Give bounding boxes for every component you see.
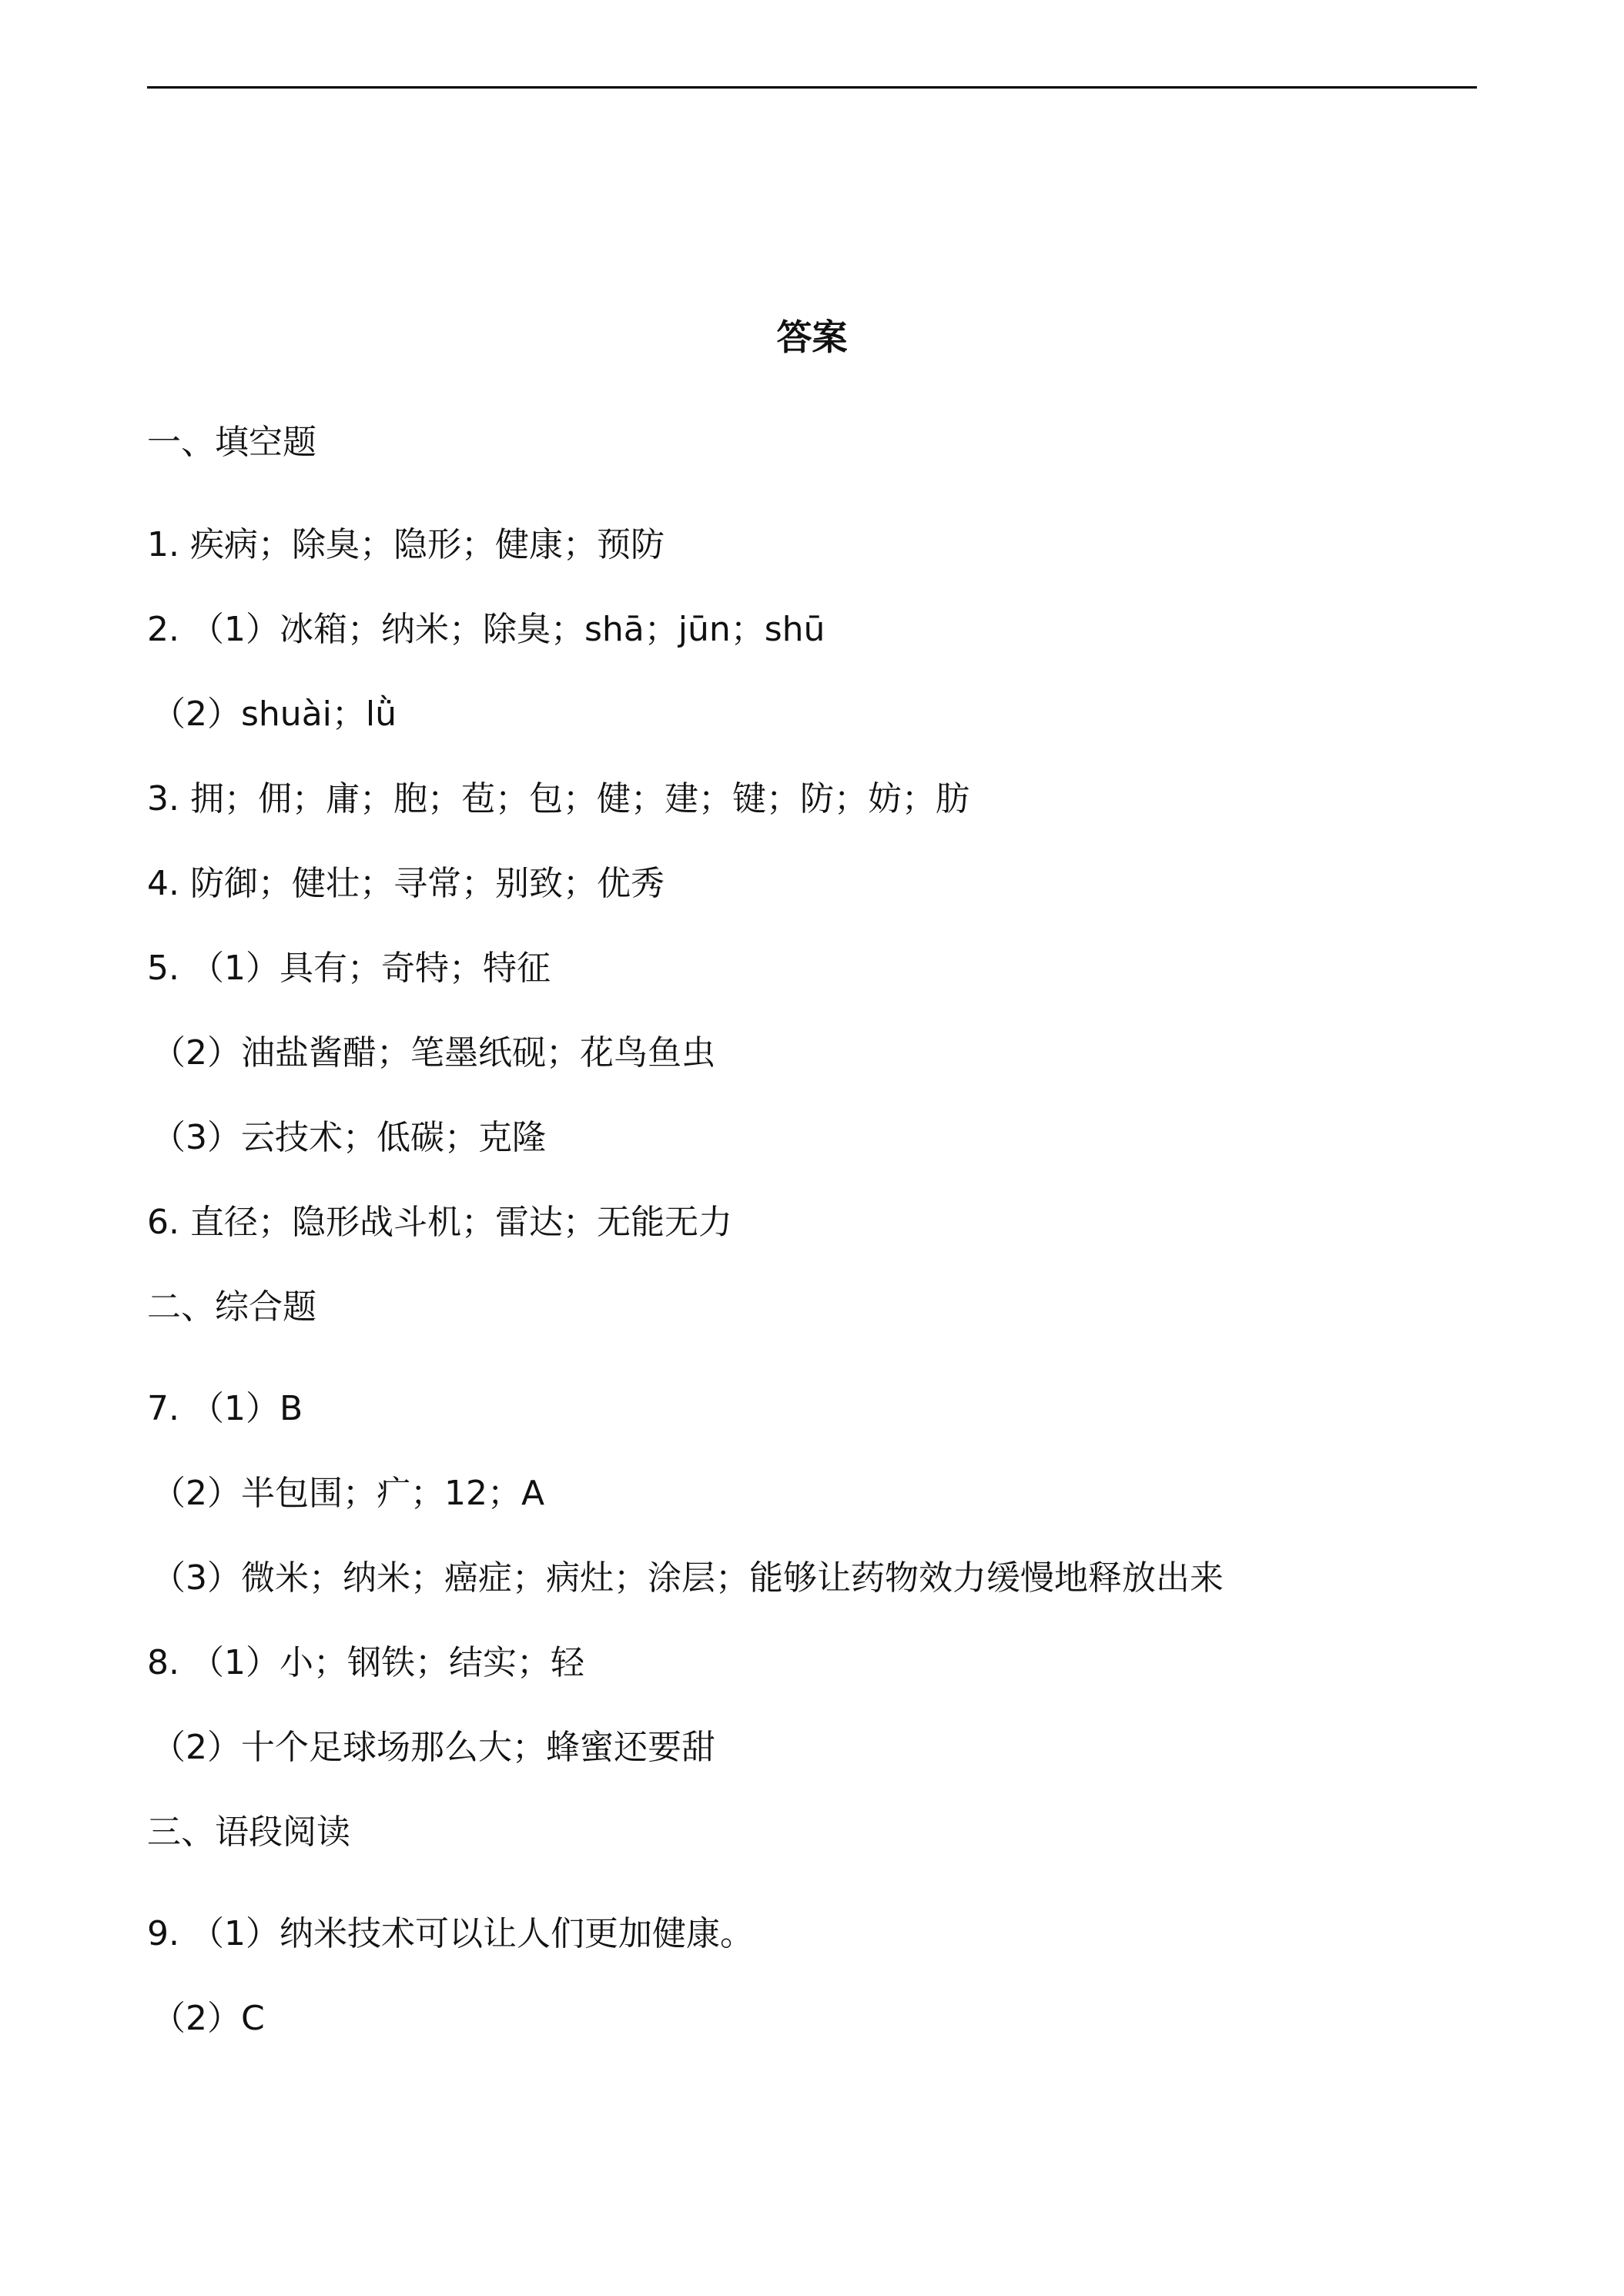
answer-line-9-sub-2: （2）C (152, 1999, 265, 2038)
header-rule (147, 86, 1477, 89)
answer-line-3: 3. 拥；佣；庸；胞；苞；包；健；建；键；防；妨；肪 (147, 779, 969, 818)
answer-line-5-sub-3: （3）云技术；低碳；克隆 (152, 1118, 546, 1157)
answer-line-2: 2. （1）冰箱；纳米；除臭；shā；jūn；shū (147, 610, 825, 649)
answer-line-6: 6. 直径；隐形战斗机；雷达；无能无力 (147, 1203, 732, 1242)
section-heading-comprehensive: 二、综合题 (147, 1287, 316, 1327)
answer-line-5-sub-2: （2）油盐酱醋；笔墨纸砚；花鸟鱼虫 (152, 1033, 715, 1073)
answer-line-9: 9. （1）纳米技术可以让人们更加健康。 (147, 1914, 754, 1953)
answer-line-7-sub-2: （2）半包围；疒；12；A (152, 1474, 545, 1513)
answer-line-8: 8. （1）小；钢铁；结实；轻 (147, 1643, 584, 1682)
section-heading-reading: 三、语段阅读 (147, 1812, 350, 1852)
answer-line-4: 4. 防御；健壮；寻常；别致；优秀 (147, 864, 665, 903)
answer-line-5: 5. （1）具有；奇特；特征 (147, 949, 551, 988)
section-heading-fill-blank: 一、填空题 (147, 423, 316, 462)
answer-line-7-sub-3: （3）微米；纳米；癌症；病灶；涂层；能够让药物效力缓慢地释放出来 (152, 1558, 1224, 1598)
page-title: 答案 (776, 316, 848, 358)
answer-line-8-sub-2: （2）十个足球场那么大；蜂蜜还要甜 (152, 1728, 715, 1767)
answer-line-7: 7. （1）B (147, 1389, 303, 1428)
answer-line-2-sub-2: （2）shuài；lǜ (152, 694, 397, 734)
answer-line-1: 1. 疾病；除臭；隐形；健康；预防 (147, 525, 665, 564)
